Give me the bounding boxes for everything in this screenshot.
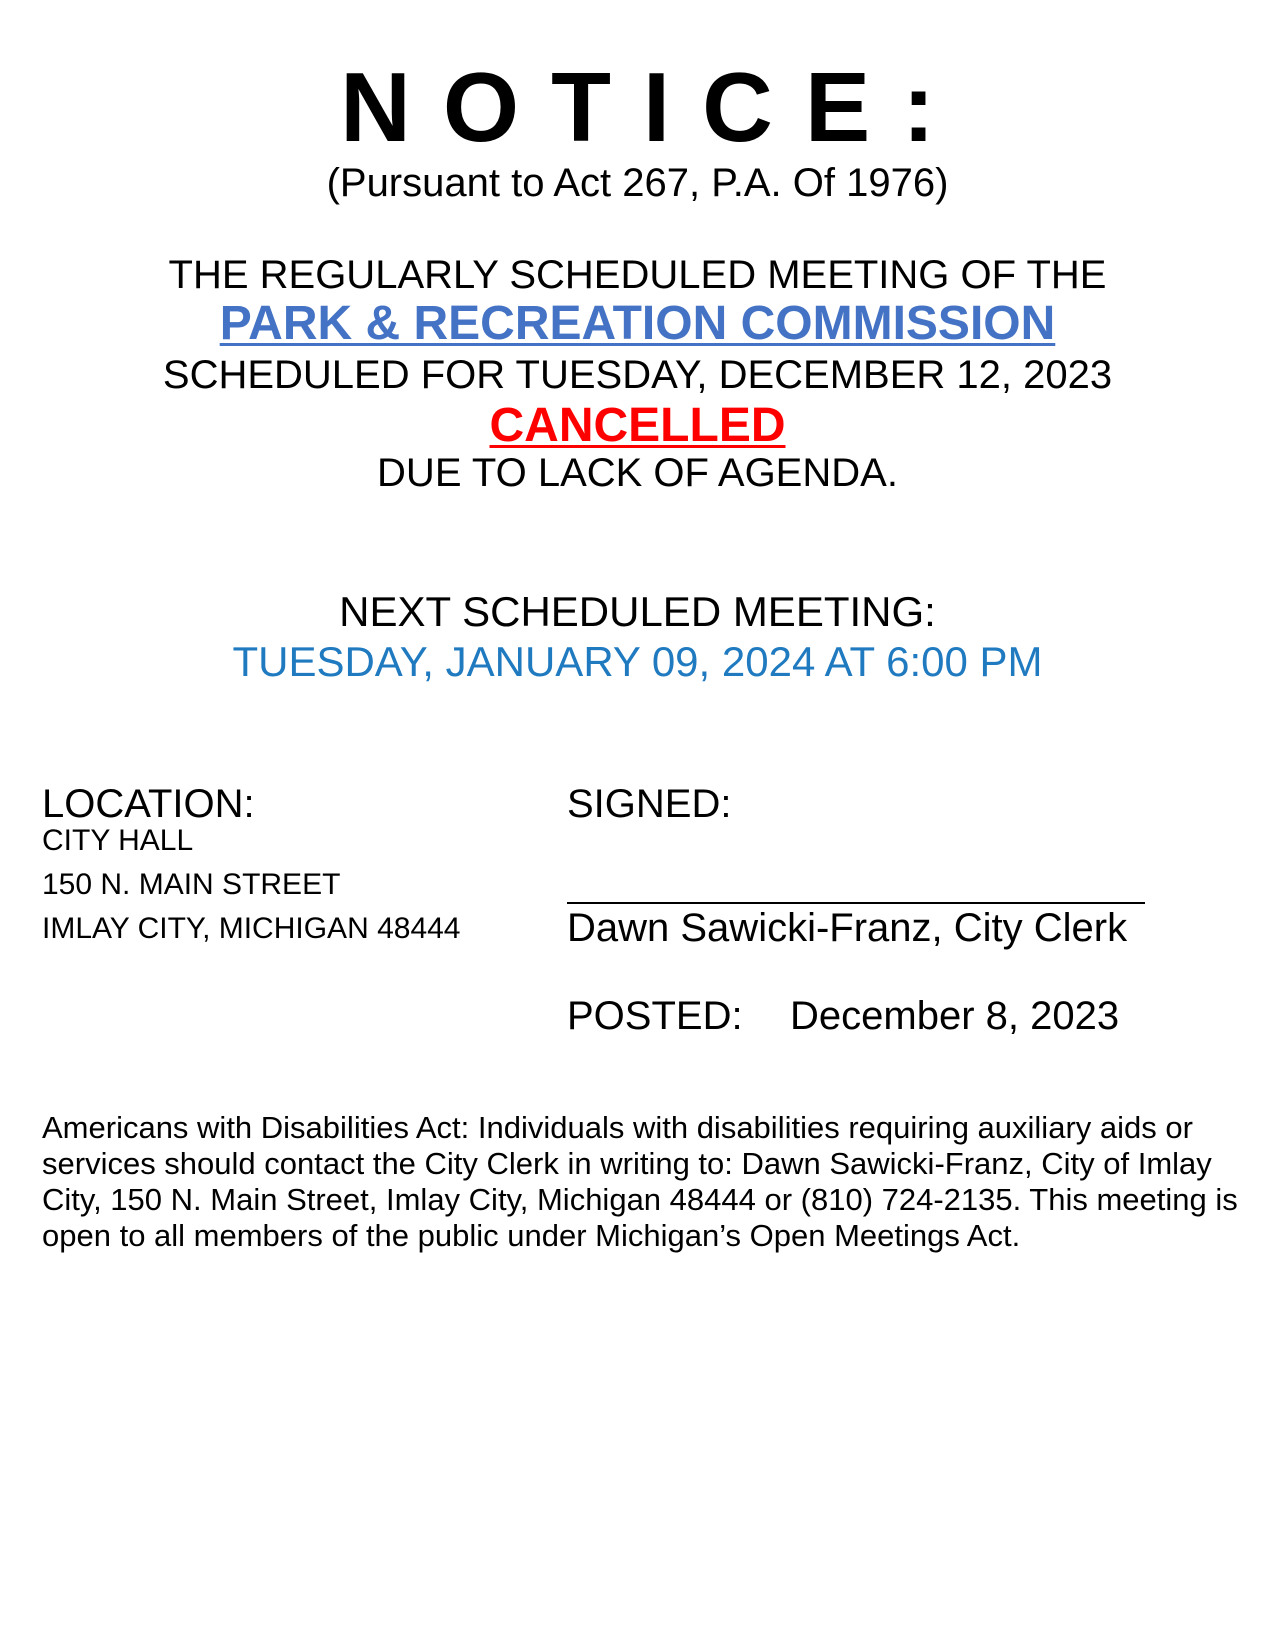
- pursuant-citation: (Pursuant to Act 267, P.A. Of 1976): [326, 161, 949, 205]
- commission-name: PARK & RECREATION COMMISSION: [219, 297, 1056, 350]
- next-meeting-datetime: TUESDAY, JANUARY 09, 2024 AT 6:00 PM: [232, 638, 1043, 685]
- cancelled-status: CANCELLED: [489, 399, 786, 452]
- cancellation-reason: DUE TO LACK OF AGENDA.: [377, 451, 898, 495]
- signer-name: Dawn Sawicki-Franz, City Clerk: [567, 906, 1128, 950]
- signed-heading: SIGNED:: [567, 782, 732, 826]
- signature-line: [567, 902, 1145, 904]
- meeting-intro: THE REGULARLY SCHEDULED MEETING OF THE: [168, 253, 1107, 297]
- next-meeting-heading: NEXT SCHEDULED MEETING:: [339, 588, 936, 635]
- posted-label: POSTED:: [567, 994, 743, 1038]
- location-line: CITY HALL: [42, 824, 194, 857]
- posted-date: December 8, 2023: [790, 994, 1120, 1038]
- ada-notice: Americans with Disabilities Act: Individuals with disabilities requiring auxiliary aids or services should contact the City Clerk in writing to: Dawn Sawicki-Franz, City of Imlay City, 150 N. Main Street, Imlay City, Michigan 48444 or (810) 724-2135. This meeting is open to all members of the public under Michigan’s Open Meetings Act.: [42, 1110, 1238, 1253]
- location-line: 150 N. MAIN STREET: [42, 868, 341, 901]
- notice-title: NOTICE:: [340, 52, 967, 162]
- scheduled-date: SCHEDULED FOR TUESDAY, DECEMBER 12, 2023: [162, 353, 1113, 397]
- location-heading: LOCATION:: [42, 782, 255, 826]
- location-line: IMLAY CITY, MICHIGAN 48444: [42, 912, 461, 945]
